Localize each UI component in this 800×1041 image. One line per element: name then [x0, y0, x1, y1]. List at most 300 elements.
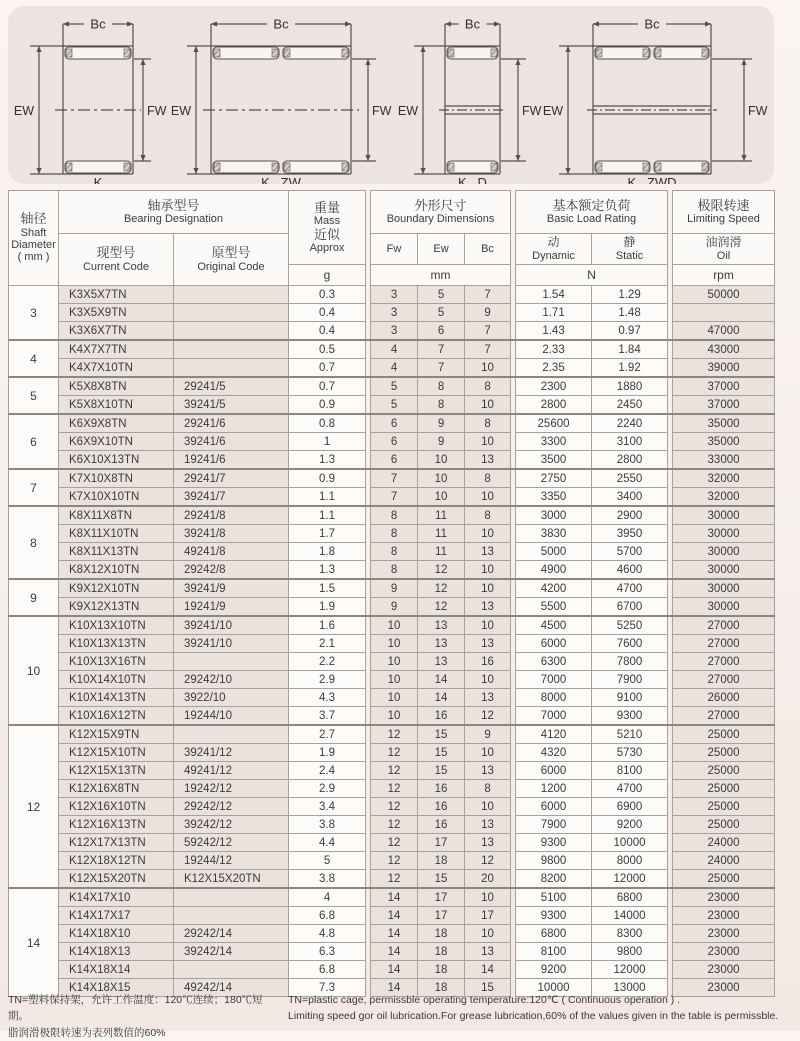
cell-ew: 7 — [418, 359, 465, 378]
table-row — [9, 834, 775, 852]
cell-oil: 25000 — [673, 816, 775, 834]
cell-dyn: 6000 — [516, 635, 592, 653]
cell-oil: 25000 — [673, 870, 775, 889]
cell-mass: 4.8 — [289, 925, 366, 943]
cell-mass: 0.9 — [289, 469, 366, 488]
cell-stat: 7600 — [592, 635, 668, 653]
cell-stat: 13000 — [592, 979, 668, 997]
header-designation-cn: 轴承型号 — [147, 197, 200, 213]
cell-fw: 3 — [371, 322, 418, 341]
table-row — [9, 816, 775, 834]
cell-original: 39242/14 — [174, 943, 289, 961]
cell-oil: 23000 — [673, 888, 775, 907]
header-approx-en: Approx — [309, 242, 345, 255]
cell-ew: 16 — [418, 816, 465, 834]
cell-ew: 16 — [418, 780, 465, 798]
cell-bc: 8 — [465, 780, 511, 798]
cell-current: K9X12X10TN — [59, 579, 174, 598]
cell-current: K12X15X9TN — [59, 725, 174, 744]
header-boundary-en: Boundary Dimensions — [386, 213, 495, 226]
header-shaft-en1: Shaft — [20, 226, 47, 239]
cell-stat: 8000 — [592, 852, 668, 870]
dim-label-fw: FW — [147, 104, 167, 118]
cell-original: 49241/12 — [174, 762, 289, 780]
cell-current: K8X11X13TN — [59, 543, 174, 561]
cell-bc: 15 — [465, 979, 511, 997]
cell-fw: 7 — [371, 488, 418, 507]
cell-ew: 15 — [418, 725, 465, 744]
header-bearing-designation — [59, 191, 289, 234]
cell-current: K14X18X15 — [59, 979, 174, 997]
cell-bc: 12 — [465, 707, 511, 726]
cell-current: K14X18X10 — [59, 925, 174, 943]
footnote-chinese — [8, 992, 270, 1041]
cell-mass: 1.9 — [289, 598, 366, 617]
cell-dyn: 3500 — [516, 451, 592, 470]
header-original-cn: 原型号 — [211, 245, 251, 261]
cell-dyn: 5500 — [516, 598, 592, 617]
cell-oil: 33000 — [673, 451, 775, 470]
cell-ew: 17 — [418, 888, 465, 907]
cell-mass: 0.5 — [289, 340, 366, 359]
header-load-en: Basic Load Rating — [546, 213, 637, 226]
cell-dyn: 1.54 — [516, 286, 592, 304]
cell-stat: 5730 — [592, 744, 668, 762]
diagram-type-label: K...D — [458, 175, 487, 184]
cell-oil: 30000 — [673, 579, 775, 598]
cell-bc: 13 — [465, 635, 511, 653]
header-load-cn: 基本额定负荷 — [552, 197, 631, 213]
cell-fw: 12 — [371, 816, 418, 834]
cell-fw: 10 — [371, 689, 418, 707]
cell-ew: 9 — [418, 433, 465, 451]
cell-mass: 2.9 — [289, 780, 366, 798]
cell-dyn: 4500 — [516, 616, 592, 635]
cell-current: K10X13X13TN — [59, 635, 174, 653]
cell-ew: 15 — [418, 870, 465, 889]
cell-ew: 11 — [418, 543, 465, 561]
cell-oil: 47000 — [673, 322, 775, 341]
cell-current: K12X18X12TN — [59, 852, 174, 870]
header-oil — [673, 234, 775, 265]
cell-oil — [673, 304, 775, 322]
cell-stat: 9800 — [592, 943, 668, 961]
bearing-diagrams-svg — [8, 6, 774, 184]
cell-oil: 24000 — [673, 852, 775, 870]
cell-bc: 20 — [465, 870, 511, 889]
cell-dyn: 9200 — [516, 961, 592, 979]
cell-fw: 5 — [371, 396, 418, 415]
table-row — [9, 488, 775, 507]
cell-ew: 5 — [418, 304, 465, 322]
cell-dyn: 10000 — [516, 979, 592, 997]
footnotes — [8, 992, 792, 1041]
table-row — [9, 377, 775, 396]
cell-original — [174, 322, 289, 341]
table-row — [9, 943, 775, 961]
cell-original — [174, 286, 289, 304]
cell-current: K5X8X8TN — [59, 377, 174, 396]
cell-ew: 18 — [418, 925, 465, 943]
cell-original: 29242/12 — [174, 798, 289, 816]
cell-mass: 1.3 — [289, 451, 366, 470]
cell-current: K12X17X13TN — [59, 834, 174, 852]
header-limiting-speed — [673, 191, 775, 234]
cell-original: 39241/6 — [174, 433, 289, 451]
cell-original — [174, 907, 289, 925]
cell-ew: 18 — [418, 943, 465, 961]
dim-label-bc: Bc — [90, 16, 106, 32]
cell-stat: 6900 — [592, 798, 668, 816]
cell-oil: 27000 — [673, 635, 775, 653]
dim-label-ew: EW — [13, 104, 34, 118]
cell-current: K9X12X13TN — [59, 598, 174, 617]
cell-dyn: 7900 — [516, 816, 592, 834]
cell-stat: 12000 — [592, 961, 668, 979]
cell-original: 59242/12 — [174, 834, 289, 852]
header-static-cn: 静 — [623, 235, 636, 250]
cell-bc: 9 — [465, 304, 511, 322]
spec-table-body — [9, 286, 775, 997]
cell-stat: 2800 — [592, 451, 668, 470]
unit-boundary: mm — [371, 265, 511, 286]
unit-load: N — [516, 265, 668, 286]
cell-bc: 10 — [465, 616, 511, 635]
cell-stat: 5210 — [592, 725, 668, 744]
cell-oil: 24000 — [673, 834, 775, 852]
cell-bc: 16 — [465, 653, 511, 671]
header-bc: Bc — [465, 234, 511, 265]
cell-stat: 14000 — [592, 907, 668, 925]
cell-dyn: 8100 — [516, 943, 592, 961]
cell-current: K3X6X7TN — [59, 322, 174, 341]
cell-ew: 7 — [418, 340, 465, 359]
cell-dyn: 4320 — [516, 744, 592, 762]
cell-fw: 12 — [371, 725, 418, 744]
cell-bc: 13 — [465, 943, 511, 961]
table-row — [9, 870, 775, 889]
cell-stat: 1880 — [592, 377, 668, 396]
cell-original: 19244/10 — [174, 707, 289, 726]
cell-bc: 10 — [465, 359, 511, 378]
header-dynamic-en: Dynamic — [532, 249, 575, 262]
cell-current: K8X11X8TN — [59, 506, 174, 525]
cell-original — [174, 653, 289, 671]
cell-bc: 8 — [465, 469, 511, 488]
cell-bc: 8 — [465, 506, 511, 525]
cell-original: 29241/5 — [174, 377, 289, 396]
header-dynamic — [516, 234, 592, 265]
cell-fw: 12 — [371, 852, 418, 870]
cell-stat: 3950 — [592, 525, 668, 543]
cell-ew: 10 — [418, 488, 465, 507]
cell-dyn: 3300 — [516, 433, 592, 451]
cell-original: 49242/14 — [174, 979, 289, 997]
table-row — [9, 798, 775, 816]
cell-dyn: 6800 — [516, 925, 592, 943]
cell-fw: 5 — [371, 377, 418, 396]
cell-stat: 10000 — [592, 834, 668, 852]
header-static-en: Static — [615, 249, 644, 262]
cell-current: K12X16X10TN — [59, 798, 174, 816]
cell-current: K10X16X12TN — [59, 707, 174, 726]
cell-mass: 3.7 — [289, 707, 366, 726]
table-row — [9, 561, 775, 580]
table-row — [9, 888, 775, 907]
shaft-diameter-cell: 5 — [9, 377, 59, 414]
cell-stat: 0.97 — [592, 322, 668, 341]
cell-original: 39242/12 — [174, 816, 289, 834]
cell-oil: 25000 — [673, 798, 775, 816]
cell-stat: 4600 — [592, 561, 668, 580]
cell-fw: 12 — [371, 870, 418, 889]
cell-dyn: 9300 — [516, 834, 592, 852]
cell-ew: 13 — [418, 653, 465, 671]
cell-stat: 8300 — [592, 925, 668, 943]
cell-current: K7X10X8TN — [59, 469, 174, 488]
header-mass-cn: 重量 — [314, 199, 341, 215]
shaft-diameter-cell: 6 — [9, 414, 59, 469]
cell-current: K10X13X16TN — [59, 653, 174, 671]
cell-mass: 3.8 — [289, 816, 366, 834]
cell-ew: 17 — [418, 834, 465, 852]
cell-fw: 8 — [371, 525, 418, 543]
cell-ew: 13 — [418, 635, 465, 653]
table-row — [9, 744, 775, 762]
header-static — [592, 234, 668, 265]
cell-original: 29242/10 — [174, 671, 289, 689]
table-row — [9, 433, 775, 451]
table-row — [9, 925, 775, 943]
cell-mass: 3.8 — [289, 870, 366, 889]
header-shaft-unit: ( mm ) — [17, 251, 50, 264]
cell-bc: 10 — [465, 433, 511, 451]
cell-stat: 9300 — [592, 707, 668, 726]
cell-fw: 8 — [371, 561, 418, 580]
header-speed-cn: 极限转速 — [697, 197, 750, 213]
footnote-cn-line2: 脂润滑极限转速为表列数值的60% — [8, 1026, 166, 1039]
cell-fw: 10 — [371, 671, 418, 689]
cell-fw: 14 — [371, 888, 418, 907]
cell-mass: 7.3 — [289, 979, 366, 997]
cell-bc: 14 — [465, 961, 511, 979]
header-original-en: Original Code — [197, 260, 265, 273]
cell-bc: 13 — [465, 834, 511, 852]
cell-bc: 10 — [465, 888, 511, 907]
cell-original: 39241/12 — [174, 744, 289, 762]
cell-oil: 37000 — [673, 396, 775, 415]
shaft-diameter-cell: 8 — [9, 506, 59, 579]
dim-label-ew: EW — [542, 104, 563, 118]
cell-current: K5X8X10TN — [59, 396, 174, 415]
cell-bc: 12 — [465, 852, 511, 870]
cell-oil: 23000 — [673, 961, 775, 979]
cell-fw: 3 — [371, 286, 418, 304]
cell-bc: 7 — [465, 322, 511, 341]
bearing-spec-table — [8, 190, 775, 997]
header-mass — [289, 191, 366, 265]
cell-oil: 25000 — [673, 744, 775, 762]
cell-current: K4X7X7TN — [59, 340, 174, 359]
cell-oil: 25000 — [673, 725, 775, 744]
cell-mass: 1.3 — [289, 561, 366, 580]
cell-original — [174, 888, 289, 907]
cell-fw: 12 — [371, 780, 418, 798]
cell-fw: 14 — [371, 979, 418, 997]
cell-ew: 10 — [418, 451, 465, 470]
cell-ew: 9 — [418, 414, 465, 433]
cell-current: K14X17X17 — [59, 907, 174, 925]
table-row — [9, 780, 775, 798]
cell-oil: 30000 — [673, 598, 775, 617]
cell-mass: 0.7 — [289, 359, 366, 378]
cell-current: K10X14X10TN — [59, 671, 174, 689]
cell-bc: 10 — [465, 525, 511, 543]
cell-bc: 13 — [465, 816, 511, 834]
cell-bc: 13 — [465, 451, 511, 470]
cell-stat: 2450 — [592, 396, 668, 415]
cell-dyn: 7000 — [516, 707, 592, 726]
cell-ew: 13 — [418, 616, 465, 635]
cell-ew: 12 — [418, 561, 465, 580]
cell-fw: 12 — [371, 744, 418, 762]
table-row — [9, 961, 775, 979]
cell-stat: 7800 — [592, 653, 668, 671]
cell-stat: 1.48 — [592, 304, 668, 322]
cell-original: 39241/8 — [174, 525, 289, 543]
cell-dyn: 2.33 — [516, 340, 592, 359]
cell-dyn: 3830 — [516, 525, 592, 543]
bearing-diagram-panel — [8, 6, 774, 184]
cell-stat: 2240 — [592, 414, 668, 433]
cell-original — [174, 340, 289, 359]
cell-bc: 8 — [465, 414, 511, 433]
cell-mass: 1.1 — [289, 506, 366, 525]
cell-original: 19244/12 — [174, 852, 289, 870]
table-row — [9, 359, 775, 378]
dim-label-fw: FW — [748, 104, 768, 118]
table-row — [9, 671, 775, 689]
table-row — [9, 340, 775, 359]
cell-mass: 1.7 — [289, 525, 366, 543]
cell-mass: 1.9 — [289, 744, 366, 762]
cell-fw: 12 — [371, 762, 418, 780]
cell-mass: 0.4 — [289, 322, 366, 341]
table-row — [9, 852, 775, 870]
cell-ew: 12 — [418, 598, 465, 617]
cell-oil: 30000 — [673, 506, 775, 525]
cell-bc: 13 — [465, 689, 511, 707]
table-row — [9, 762, 775, 780]
cell-fw: 3 — [371, 304, 418, 322]
cell-oil: 35000 — [673, 433, 775, 451]
cell-bc: 7 — [465, 286, 511, 304]
dim-label-fw: FW — [522, 104, 542, 118]
cell-mass: 2.9 — [289, 671, 366, 689]
header-current-code — [59, 234, 174, 286]
header-original-code — [174, 234, 289, 286]
table-row — [9, 396, 775, 415]
cell-oil: 37000 — [673, 377, 775, 396]
header-current-en: Current Code — [82, 260, 150, 273]
table-row — [9, 543, 775, 561]
cell-current: K4X7X10TN — [59, 359, 174, 378]
cell-stat: 1.84 — [592, 340, 668, 359]
cell-mass: 3.4 — [289, 798, 366, 816]
cell-dyn: 6000 — [516, 762, 592, 780]
cell-fw: 6 — [371, 451, 418, 470]
cell-fw: 6 — [371, 414, 418, 433]
cell-dyn: 4200 — [516, 579, 592, 598]
cell-ew: 10 — [418, 469, 465, 488]
cell-ew: 12 — [418, 579, 465, 598]
cell-oil: 32000 — [673, 469, 775, 488]
cell-mass: 1.5 — [289, 579, 366, 598]
cell-original: 49241/8 — [174, 543, 289, 561]
cell-dyn: 4120 — [516, 725, 592, 744]
cell-fw: 14 — [371, 925, 418, 943]
cell-original — [174, 304, 289, 322]
cell-dyn: 25600 — [516, 414, 592, 433]
cell-bc: 8 — [465, 377, 511, 396]
dim-label-bc: Bc — [644, 16, 660, 32]
cell-mass: 2.4 — [289, 762, 366, 780]
cell-current: K14X18X13 — [59, 943, 174, 961]
cell-current: K7X10X10TN — [59, 488, 174, 507]
cell-current: K12X16X13TN — [59, 816, 174, 834]
cell-dyn: 1.43 — [516, 322, 592, 341]
table-row — [9, 616, 775, 635]
cell-original: 39241/9 — [174, 579, 289, 598]
table-row — [9, 469, 775, 488]
footnote-english — [288, 992, 792, 1041]
cell-stat: 1.29 — [592, 286, 668, 304]
table-row — [9, 653, 775, 671]
cell-bc: 10 — [465, 561, 511, 580]
cell-dyn: 7000 — [516, 671, 592, 689]
header-shaft-diameter — [9, 191, 59, 286]
cell-ew: 16 — [418, 798, 465, 816]
shaft-diameter-cell: 9 — [9, 579, 59, 616]
cell-oil: 23000 — [673, 925, 775, 943]
cell-ew: 15 — [418, 762, 465, 780]
header-approx-cn: 近似 — [314, 226, 341, 242]
cell-fw: 10 — [371, 707, 418, 726]
cell-dyn: 1200 — [516, 780, 592, 798]
cell-dyn: 2750 — [516, 469, 592, 488]
header-shaft-en2: Diameter — [11, 239, 56, 252]
cell-oil: 23000 — [673, 943, 775, 961]
cell-original: 39241/10 — [174, 635, 289, 653]
cell-mass: 0.3 — [289, 286, 366, 304]
cell-current: K12X15X10TN — [59, 744, 174, 762]
table-row — [9, 907, 775, 925]
cell-stat: 9200 — [592, 816, 668, 834]
table-row — [9, 304, 775, 322]
dim-label-bc: Bc — [273, 16, 289, 32]
cell-stat: 7900 — [592, 671, 668, 689]
cell-original: 39241/5 — [174, 396, 289, 415]
cell-original: 29241/8 — [174, 506, 289, 525]
footnote-en-line2: Limiting speed gor oil lubrication.For grease lubrication,60% of the values given in the table is permissble. — [288, 1010, 779, 1023]
cell-oil: 23000 — [673, 907, 775, 925]
dim-label-bc: Bc — [464, 16, 481, 32]
table-row — [9, 286, 775, 304]
shaft-diameter-cell: 7 — [9, 469, 59, 506]
footnote-cn-line1: TN=塑料保持架，允许工作温度：120℃连续；180℃短期。 — [8, 994, 263, 1023]
shaft-diameter-cell: 4 — [9, 340, 59, 377]
cell-fw: 8 — [371, 543, 418, 561]
